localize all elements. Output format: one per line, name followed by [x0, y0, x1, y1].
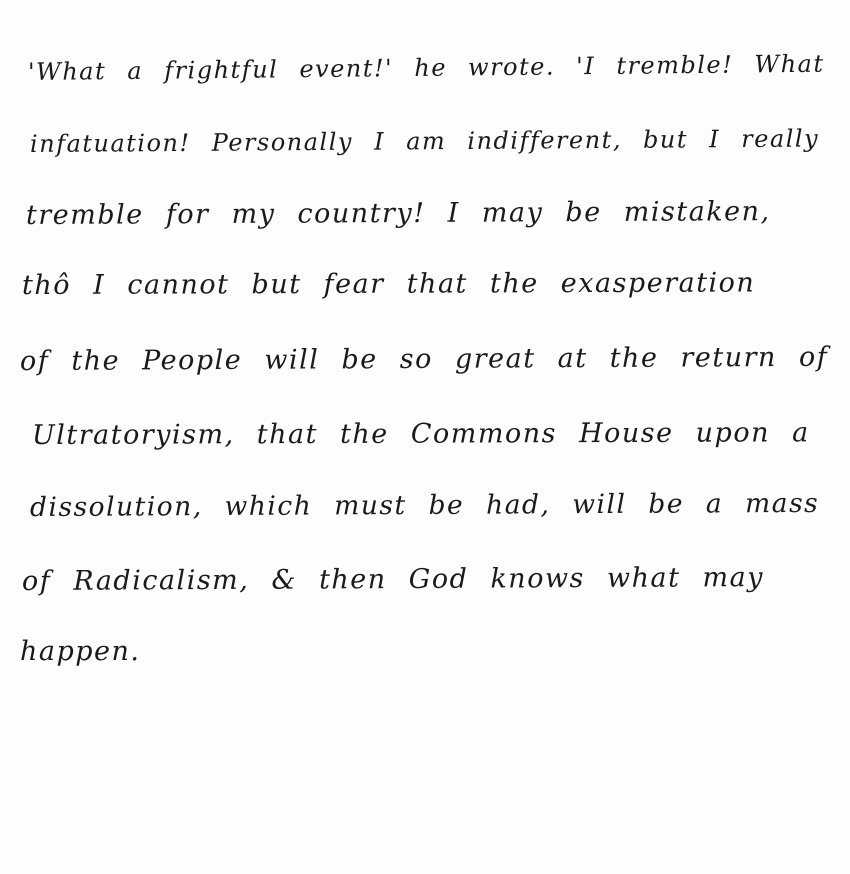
text-line-3: tremble for my country! I may be mistaken,: [25, 196, 771, 231]
text-line-5: of the People will be so great at the return of: [19, 341, 829, 377]
text-line-6: Ultratoryism, that the Commons House upon a: [31, 417, 810, 451]
text-line-1: 'What a frightful event!' he wrote. 'I tremble! What: [27, 49, 825, 86]
text-line-8: of Radicalism, & then God knows what may: [21, 562, 765, 597]
text-line-9: happen.: [20, 636, 141, 667]
text-line-7: dissolution, which must be had, will be a mass: [29, 487, 820, 523]
text-line-4: thô I cannot but fear that the exasperation: [21, 267, 756, 301]
text-line-2: infatuation! Personally I am indifferent, but I really: [29, 124, 820, 158]
